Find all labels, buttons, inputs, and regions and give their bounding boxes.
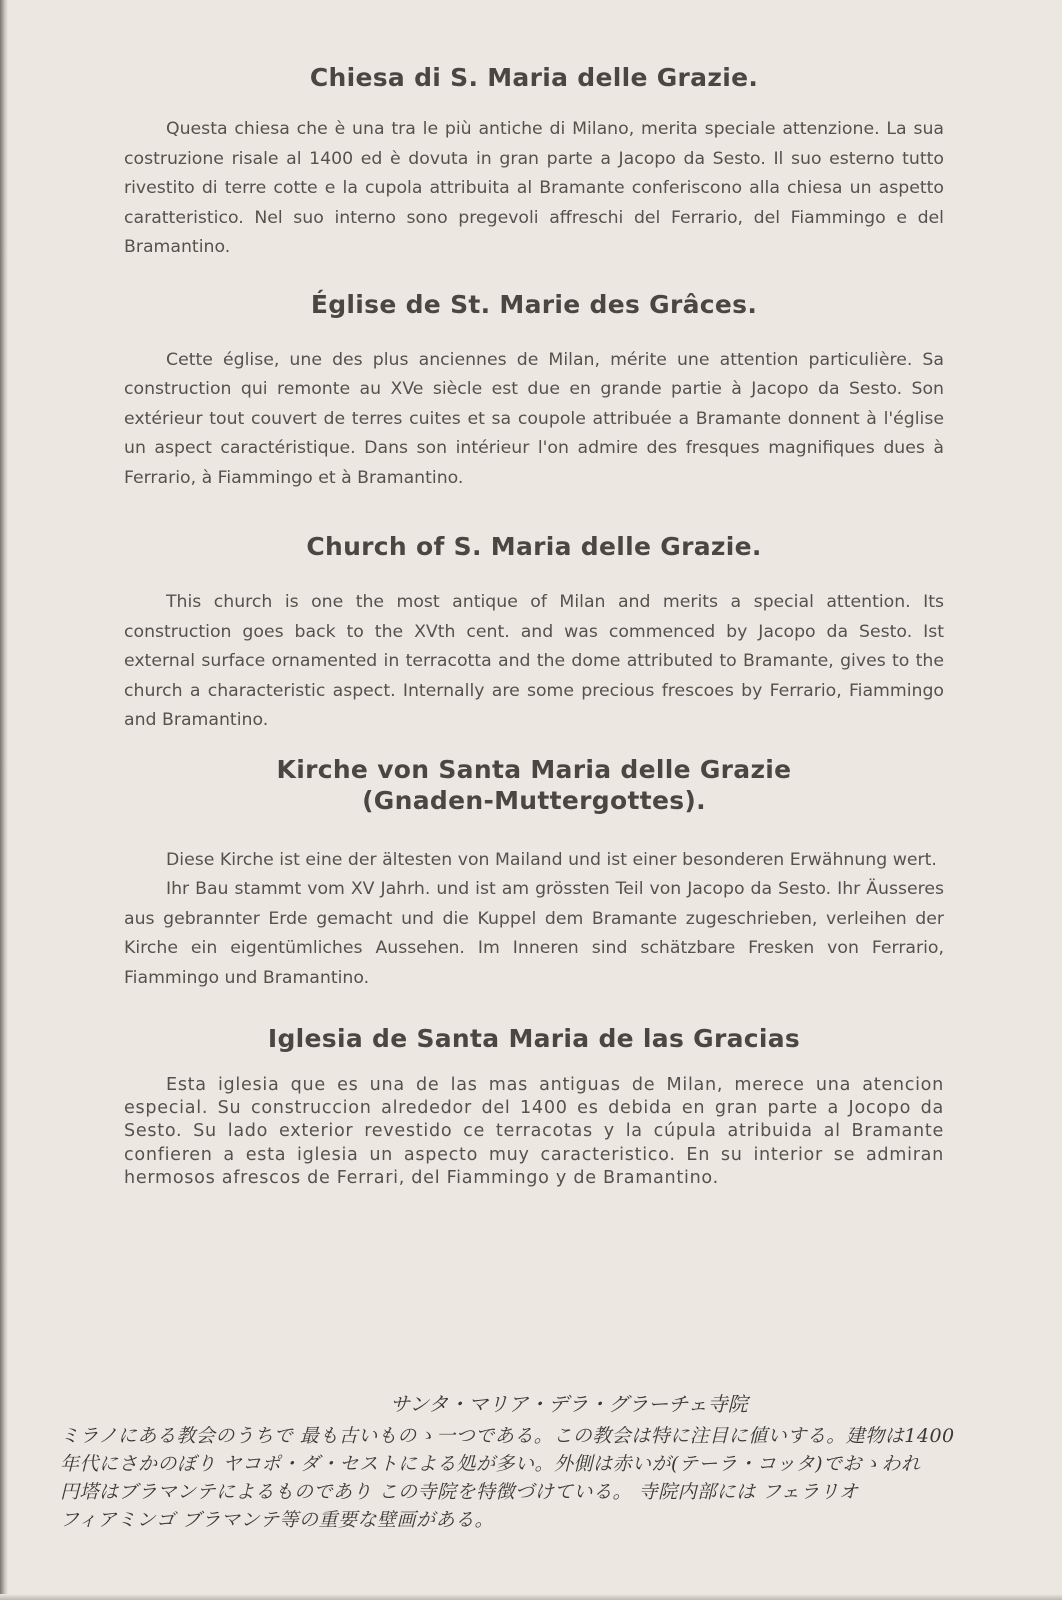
section-english [124,531,944,736]
heading-french: Église de St. Marie des Grâces. [310,289,758,319]
page-bottom-edge [0,1594,1062,1600]
paragraph-italian: Questa chiesa che è una tra le più antiche di Milano, merita speciale attenzione. La sua costruzione risale al 1400 ed è dovuta in gran parte a Jacopo da Sesto. Il suo esterno tutto rivestito di terre cotte e la cupola attribuita al Bramante conferiscono alla chiesa un aspetto caratteristico. Nel suo interno sono pregevoli affreschi del Ferrario, del Fiammingo e del Bramantino. [124,119,944,257]
heading-spanish: Iglesia de Santa Maria de las Gracias [267,1024,801,1053]
handwritten-note-line: ミラノにある教会のうちで 最も古いものゝ一つである。この教会は特に注目に値いする。建物は1400 [60,1425,955,1447]
heading-italian: Chiesa di S. Maria delle Grazie. [309,63,759,92]
paragraph-german-2: Ihr Bau stammt vom XV Jahrh. und ist am grössten Teil von Jacopo da Sesto. Ihr Äusseres aus gebrannter Erde gemacht und die Kuppel dem Bramante zugeschrieben, verleihen der Kirche ein eigentümliches Aussehen. Im Inneren sind schätzbare Fresken von Ferrario, Fiammingo und Bramantino. [124,879,944,988]
section-french [124,289,944,494]
paragraph-french: Cette église, une des plus anciennes de Milan, mérite une attention particulière. Sa construction qui remonte au XVe siècle est due en grande partie à Jacopo da Sesto. Son extérieur tout couvert de terres cuites et sa coupole attribuée a Bramante donnent à l'église un aspect caractéristique. Dans son intérieur l'on admire des fresques magnifiques dues à Ferrario, à Fiammingo et à Bramantino. [124,349,944,488]
page-spine-shadow [0,0,8,1600]
section-spanish [124,1023,944,1190]
handwritten-note-title: サンタ・マリア・デラ・グラーチェ寺院 [390,1392,748,1416]
heading-english: Church of S. Maria delle Grazie. [306,532,762,561]
handwritten-note-line: 年代にさかのぼり ヤコポ・ダ・セストによる処が多い。外側は赤いが(テーラ・コッタ)でおゝわれ [60,1453,921,1475]
heading-german-line1: Kirche von Santa Maria delle Grazie [276,754,792,784]
paragraph-english: This church is one the most antique of Milan and merits a special attention. Its construction goes back to the XVth cent. and was commenced by Jacopo da Sesto. Ist external surface ornamented in terracotta and the dome attributed to Bramante, gives to the church a characteristic aspect. Internally are some precious frescoes by Ferrario, Fiammingo and Bramantino. [124,592,944,730]
paragraph-spanish: Esta iglesia que es una de las mas antiguas de Milan, merece una atencion especial. Su construccion alrededor del 1400 es debida en gran parte a Jocopo da Sesto. Su lado exterior revestido ce terracotas y la cúpula atribuida al Bramante confieren a esta iglesia un aspecto muy caracteristico. En su interior se admiran hermosos afrescos de Ferrari, del Fiammingo y de Bramantino. [124,1075,944,1188]
paragraph-german-1: Diese Kirche ist eine der ältesten von Mailand und ist einer besonderen Erwähnung wert. [166,849,937,870]
handwritten-note-line: 円塔はブラマンテによるものであり この寺院を特徴づけている。 寺院内部には フェラリオ [60,1481,859,1503]
section-german [124,754,944,994]
handwritten-note-line: フィアミンゴ ブラマンテ等の重要な壁画がある。 [60,1509,495,1531]
heading-german-line2: (Gnaden-Muttergottes). [362,785,706,815]
document-body [124,62,944,1190]
section-italian [124,62,944,263]
handwritten-japanese-note [60,1390,1020,1534]
